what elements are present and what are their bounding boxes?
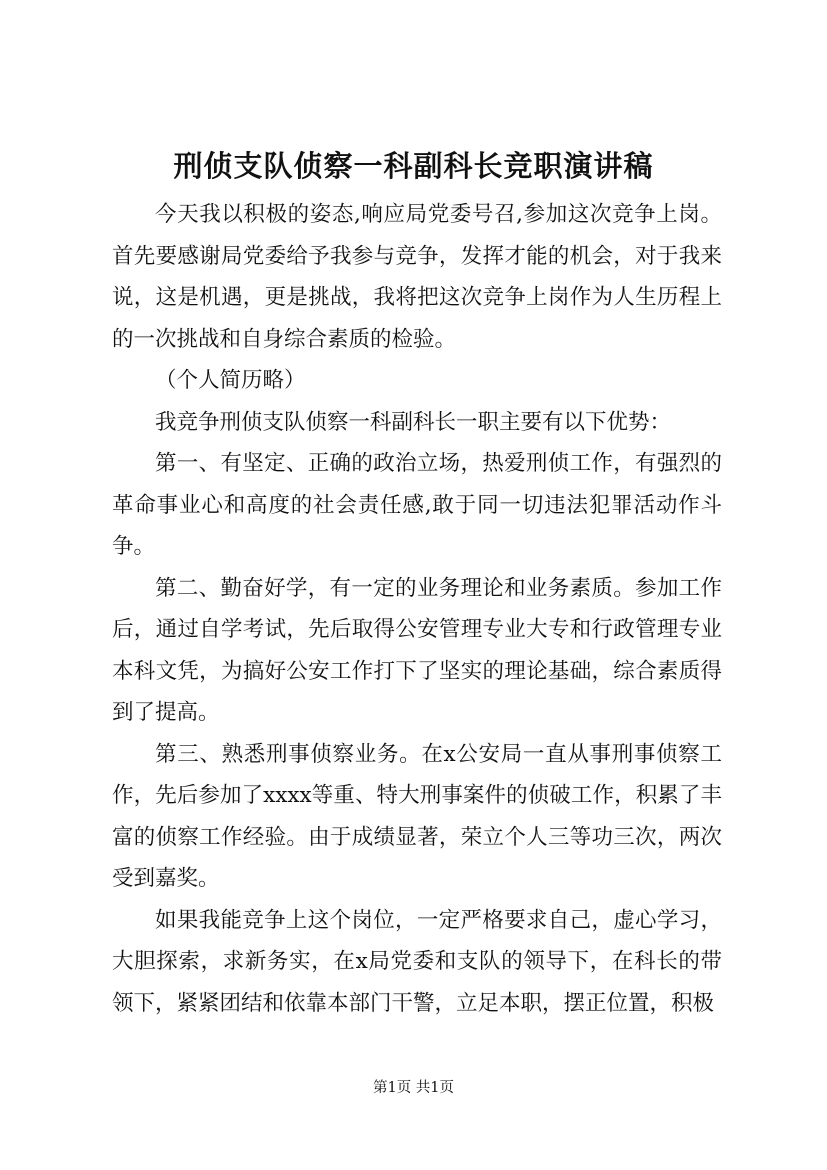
paragraph-advantage-1: 第一、有坚定、正确的政治立场，热爱刑侦工作，有强烈的革命事业心和高度的社会责任感,敢于同一切违法犯罪活动作斗争。 — [112, 451, 722, 559]
document-body — [112, 194, 722, 1024]
paragraph-advantage-3: 第三、熟悉刑事侦察业务。在x公安局一直从事刑事侦察工作，先后参加了xxxx等重、特大刑事案件的侦破工作，积累了丰富的侦察工作经验。由于成绩显著，荣立个人三等功三次，两次受到嘉奖。 — [112, 741, 722, 891]
paragraph-commitment: 如果我能竞争上这个岗位，一定严格要求自己，虚心学习，大胆探索，求新务实，在x局党委和支队的领导下，在科长的带领下，紧紧团结和依靠本部门干警，立足本职，摆正位置，积极 — [112, 907, 722, 1016]
paragraph-intro: 今天我以积极的姿态,响应局党委号召,参加这次竞争上岗。首先要感谢局党委给予我参与竞争，发挥才能的机会，对于我来说，这是机遇，更是挑战，我将把这次竞争上岗作为人生历程上的一次挑战和自身综合素质的检验。 — [112, 202, 722, 352]
paragraph-advantage-2: 第二、勤奋好学，有一定的业务理论和业务素质。参加工作后，通过自学考试，先后取得公安管理专业大专和行政管理专业本科文凭，为搞好公安工作打下了坚实的理论基础，综合素质得到了提高。 — [112, 575, 722, 725]
document-title: 刑侦支队侦察一科副科长竞职演讲稿 — [173, 149, 654, 183]
page-number-footer: 第1页 共1页 — [372, 1080, 455, 1096]
paragraph-advantages-lead: 我竞争刑侦支队侦察一科副科长一职主要有以下优势： — [155, 409, 672, 435]
paragraph-resume-note: （个人简历略） — [155, 368, 306, 393]
